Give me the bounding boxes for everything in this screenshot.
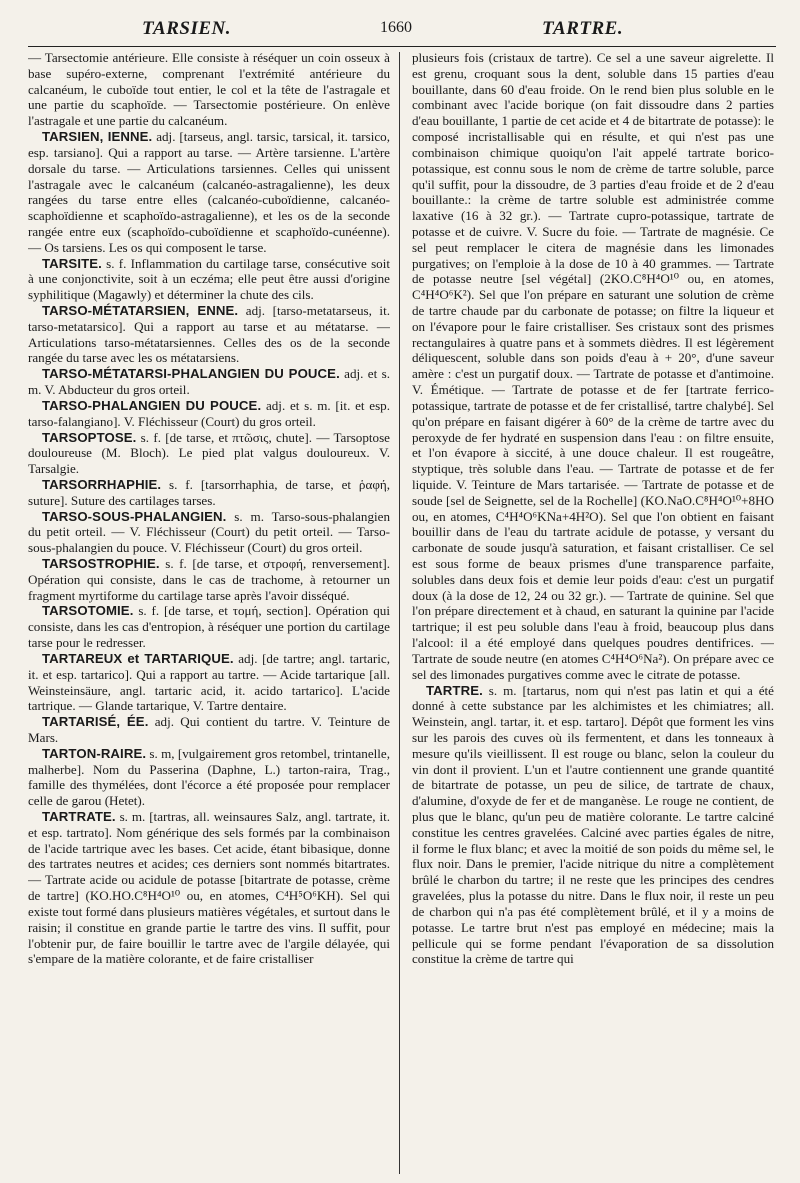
entry-text: s. f. [de tarse, et στροφή, renversement]. Opération qui consiste, dans le cas de trachome, à retourner un fragment myrtiforme du cartilage tarse après l'avoir disséqué. [28,556,390,603]
entry-text: plusieurs fois (cristaux de tartre). Ce sel a une saveur aigrelette. Il est grenu, croquant sous la dent, soluble dans 15 parties d'eau bouillante, dans 60 d'eau froide. On le rend bien plus soluble en le combinant avec l'acide borique (on fait dissoudre dans 2 parties d'eau bouillante, 1 partie de cet acide et 4 de bitartrate de potasse): le composé incristallisable qui en résulte, et qui n'est pas une combinaison chimique quoiqu'on l'ait appelé tartrate borico-potassique, est connu sous le nom de crème de tartre soluble, parce qu'il suffit, pour la dissoudre, de 3 parties d'eau froide et de 2 d'eau bouillante.: la crème de tartre soluble est administrée comme laxative (16 à 32 gr.). — Tartrate cupro-potassique, tartrate de potasse et de cuivre. V. Sucre du foie. — Tartrate de magnésie. Ce sel peut remplacer le citera de magnésie dans les limonades purgatives; on l'emploie à la dose de 10 à 40 grammes. — Tartrate de potasse neutre [sel végétal] (2KO.C⁸H⁴O¹⁰ ou, en atomes, C⁴H⁴O⁶K²). Sel que l'on prépare en saturant une solution de crème de tartre chaude par du carbonate de potasse; on filtre la liqueur et on l'évapore pour le faire cristalliser. Ses cristaux sont des prismes rectangulaires à quatre pans et à sommets dièdres. Il est légèrement déliquescent, soluble dans son poids d'eau à + 20°, d'une saveur amère : c'est un purgatif doux. — Tartrate de potasse et d'antimoine. V. Émétique. — Tartrate de potasse et de fer [tartrate ferrico-potassique, tartrate de potasse et de fer cristallisé, tartre chalybé]. Sel qu'on prépare en faisant digérer à 60° de la crème de tartre avec du peroxyde de fer hydraté en suspension dans l'eau : on filtre ensuite, et l'on évapore à siccité, à une douce chaleur. Il est rougeâtre, styptique, très soluble dans l'eau. — Tartrate de potasse et de fer liquide. V. Teinture de Mars tartarisée. — Tartrate de potasse et de soude [sel de Seignette, sel de la Rochelle] (KO.NaO.C⁸H⁴O¹⁰+8HO ou, en atomes, C⁴H⁴O⁶KNa+4H²O). Sel que l'on obtient en faisant bouillir dans de l'eau du tartrate acidule de potasse, y versant du carbonate de soude jusqu'à saturation, et faisant cristalliser. Ce sel est sous forme de beaux prismes d'une transparence parfaite, solubles dans deux fois et demie leur poids d'eau: c'est un purgatif doux (à la dose de 12, 24 ou 32 gr.). — Tartrate de quinine. Sel que l'on prépare directement et à chaud, en saturant la quinine par l'acide tartrique; il est peu soluble dans l'eau à froid, beaucoup plus dans l'alcool: il a été employé dans quelques poudres dentifrices. — Tartrate de soude neutre (en atomes C⁴H⁴O⁶Na²). On prépare avec ce sel des limonades purgatives comme avec le citrate de potasse. [412,50,774,682]
dictionary-entry [28,366,390,398]
dictionary-entry [28,746,390,809]
entry-text: adj. et s. m. V. Abducteur du gros orteil. [28,366,390,398]
entry-headword: TARSOTOMIE. [42,603,134,619]
entry-text: s. m. [tartarus, nom qui n'est pas latin et qui a été donné à cette substance par les alchimistes et les chimiatres; all. Weinstein, angl. tartar, it. et esp. tartaro]. Dépôt que forment les vins sur les parois des cuves où ils fermentent, et dans les tonneaux à mesure qu'ils vieillissent. Il est rouge ou blanc, selon la couleur du vin dont il provient. L'un et l'autre contiennent une grande quantité de bitartrate de potasse, un peu de silice, de tartrate de chaux, d'alumine, d'oxyde de fer et de manganèse. Le rouge ne contient, de plus que le blanc, qu'un peu de matière colorante. Le tartre calciné constitue les centres gravelées. Calciné avec parties égales de nitre, il forme le flux blanc; et avec la moitié de son poids du même sel, le flux noir. Dans le premier, l'acide nitrique du nitre a complètement brûlé le charbon du tartre; il ne reste que les principes des cendres gravelées, plus la potasse du nitre. Dans le flux noir, il reste un peu de charbon qui n'a pas été complètement brûlé, et il y a moins de potasse. Le tartre brut n'est pas employé en médecine; mais la pellicule qui se forme pendant l'évaporation de sa dissolution constitue la crème de tartre qui [412,682,774,967]
running-head-left: TARSIEN. [142,18,232,39]
entry-headword: TARSORRHAPHIE. [42,476,162,492]
entry-headword: TARTAREUX et TARTARIQUE. [42,650,234,666]
entry-text: s. f. Inflammation du cartilage tarse, consécutive soit à une conjonctivite, soit à un eczéma; elle peut être aussi d'origine syphilitique (Magawly) et déterminer la chute des cils. [28,255,390,303]
dictionary-entry [28,256,390,303]
dictionary-entry [28,509,390,556]
column-divider [399,52,400,1174]
entry-headword: TARTON-RAIRE. [42,745,147,761]
entry-text: adj. et s. m. [it. et esp. tarso-falangiano]. V. Fléchisseur (Court) du gros orteil. [28,397,390,429]
entry-text: s. f. [de tarse, et τομή, section]. Opération qui consiste, dans les cas d'entropion, à réséquer une portion du cartilage tarse pour le redresser. [28,603,390,651]
entry-text: adj. [de tartre; angl. tartaric, it. et esp. tartarico]. Qui a rapport au tartre. — Acide tartarique [all. Weinsteinsäure, angl. tartaric acid, it. acido tartarico]. L'acide tartrique. — Glande tartarique, V. Tartre dentaire. [28,650,390,714]
dictionary-entry [28,430,390,477]
dictionary-entry [28,809,390,967]
entry-text: adj. [tarseus, angl. tarsic, tarsical, it. tarsico, esp. tarsiano]. Qui a rapport au tarse. — Artère tarsienne. L'artère dorsale du tarse. — Articulations tarsiennes. Celles qui unissent l'astragale avec le calcanéum (calcanéo-astragalienne), les deux rangées du tarse entre elles (calcanéo-cuboïdienne, calcanéo-scaphoïdienne et scaphoïdo-astragalienne), et les os de la seconde rangée entre eux (scaphoïdo-cuboïdienne et scaphoïdo-cunéenne). — Os tarsiens. Les os qui composent le tarse. [28,129,390,255]
entry-headword: TARSIEN, IENNE. [42,129,153,145]
dictionary-entry [28,651,390,714]
entry-headword: TARSOSTROPHIE. [42,556,160,571]
dictionary-entry [28,603,390,650]
running-head [0,18,800,44]
entry-text: adj. [tarso-metatarseus, it. tarso-metatarsico]. Qui a rapport au tarse et au métatarse. — Articulations tarso-métatarsiennes. Celles des os de la seconde rangée du tarse avec les os métatarsiens. [28,303,390,366]
dictionary-entry [412,50,774,683]
entry-headword: TARSO-SOUS-PHALANGIEN. [42,508,227,524]
entry-text: s. m. Tarso-sous-phalangien du petit orteil. — V. Fléchisseur (Court) du petit orteil. — Tarso-sous-phalangien du pouce. V. Fléchisseur (Court) du gros orteil. [28,508,390,556]
left-column [28,50,390,1175]
right-column [412,50,774,1175]
dictionary-entry [28,398,390,430]
dictionary-entry [28,714,390,746]
dictionary-entry [28,477,390,509]
entry-headword: TARSO-PHALANGIEN DU POUCE. [42,397,262,413]
entry-headword: TARSO-MÉTATARSI-PHALANGIEN DU POUCE. [42,366,340,382]
running-head-right: TARTRE. [542,18,624,39]
entry-headword: TARTRATE. [42,809,116,824]
dictionary-entry [28,556,390,603]
entry-text: adj. Qui contient du tartre. V. Teinture de Mars. [28,714,390,745]
entry-headword: TARSITE. [42,255,102,271]
entry-headword: TARSO-MÉTATARSIEN, ENNE. [42,303,239,318]
dictionary-entry [28,50,390,129]
entry-text: — Tarsectomie antérieure. Elle consiste à réséquer un coin osseux à base supéro-externe, comprenant l'extrémité antérieure du calcanéum, le cuboïde tout entier, le col et la tête de l'astragale et une partie du scaphoïde. — Tarsectomie postérieure. On enlève l'astragale et une partie du calcanéum. [28,50,390,129]
dictionary-entry [28,129,390,256]
entry-text: s. f. [de tarse, et πτῶσις, chute]. — Tarsoptose douloureuse (M. Bloch). Le pied plat valgus douloureux. V. Tarsalgie. [28,429,390,477]
entry-headword: TARTARISÉ, ÉE. [42,714,149,730]
entry-headword: TARSOPTOSE. [42,429,137,445]
page-number: 1660 [380,19,412,36]
dictionary-entry [412,683,774,968]
header-rule [28,46,776,47]
entry-text: s. f. [tarsorrhaphia, de tarse, et ῥαφή, suture]. Suture des cartilages tarses. [28,476,390,508]
entry-headword: TARTRE. [426,682,483,698]
entry-text: s. m, [vulgairement gros retombel, trintanelle, malherbe]. Nom du Passerina (Daphne, L.) tarton-raira, Trag., famille des thymélées, dont l'écorce a été proposée pour remplacer celle de garou (Hetet). [28,745,390,809]
dictionary-entry [28,303,390,366]
entry-text: s. m. [tartras, all. weinsaures Salz, angl. tartrate, it. et esp. tartrato]. Nom générique des sels formés par la combinaison de l'acide tartrique avec les bases. Cet acide, étant bibasique, donne des tartrates neutres et acides; ces derniers sont nommés bitartrates. — Tartrate acide ou acidule de potasse [bitartrate de potasse, crème de tartre] (KO.HO.C⁸H⁴O¹⁰ ou, en atomes, C⁴H⁵O⁶KH). Sel qui existe tout formé dans plusieurs matières végétales, et surtout dans le raisin; il constitue en grande partie le tartre des vins. Il suffit, pour l'obtenir pur, de faire bouillir le tartre avec de l'argile délayée, qui s'empare de la matière colorante, et de faire cristalliser [28,809,390,967]
